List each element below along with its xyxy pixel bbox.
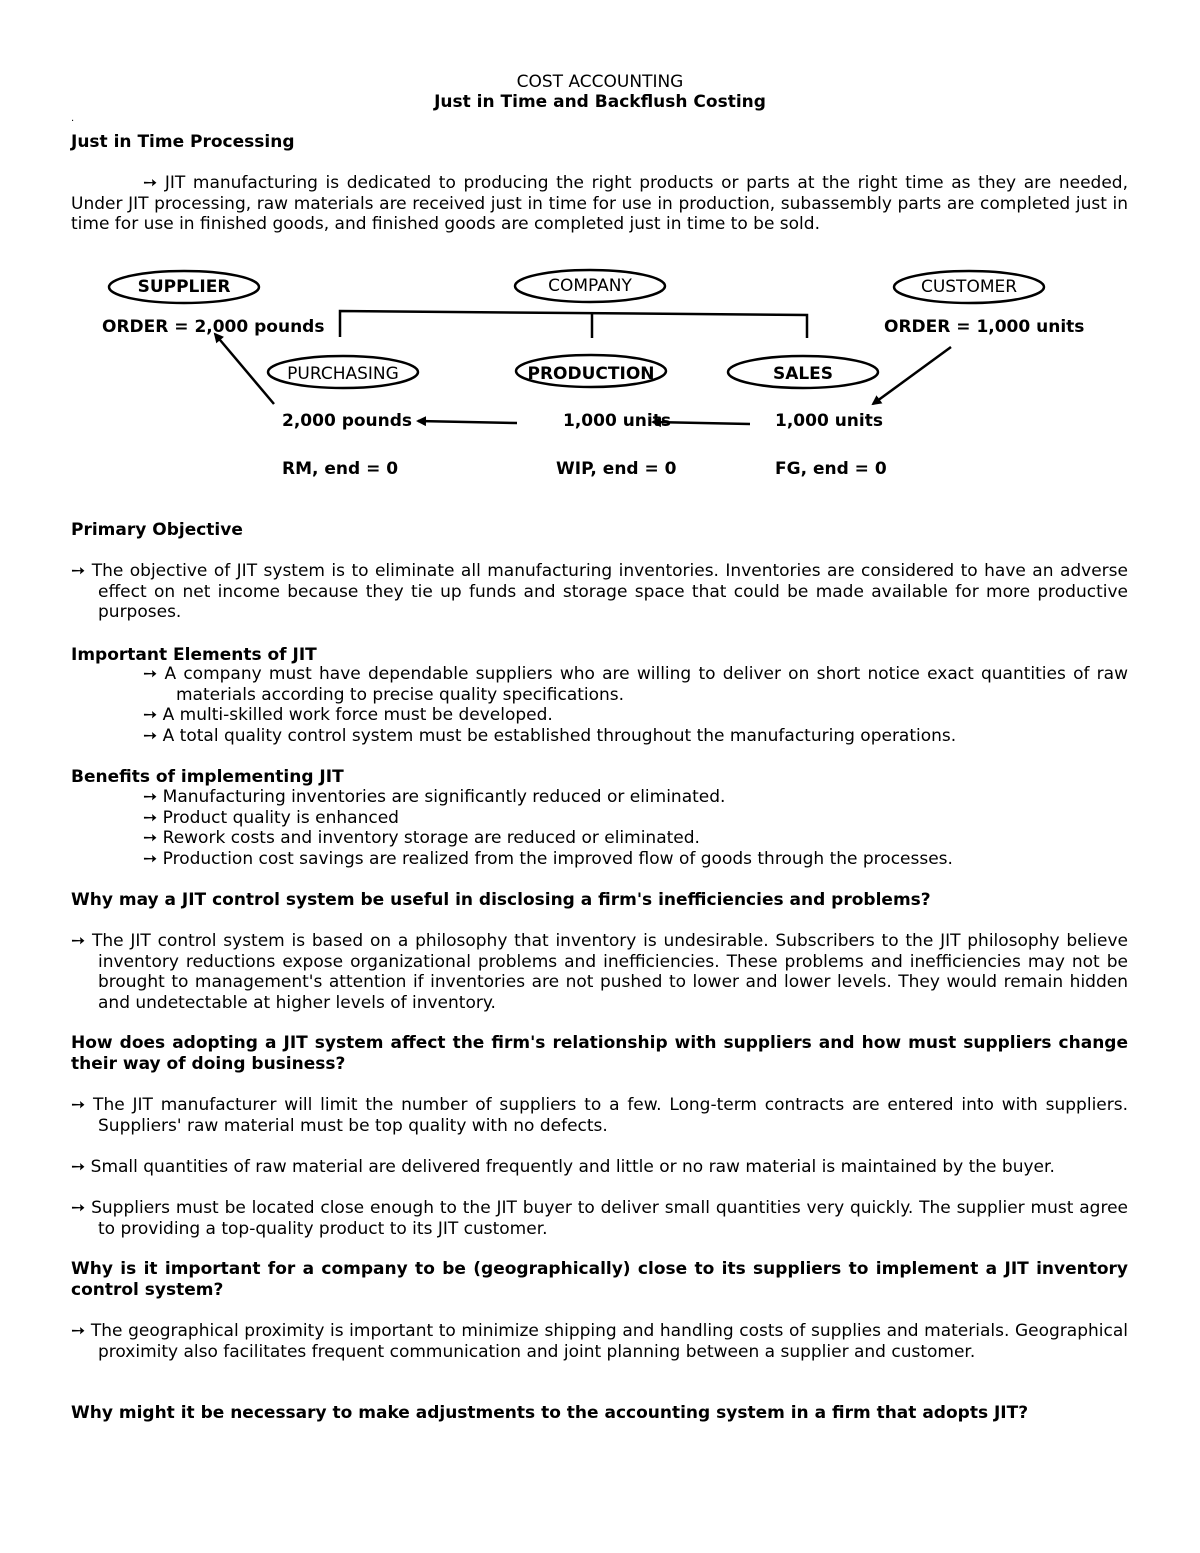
document-course-title: COST ACCOUNTING xyxy=(516,72,684,92)
purchasing-quantity: 2,000 pounds xyxy=(282,411,413,431)
question-accounting-adjustments: Why might it be necessary to make adjustments to the accounting system in a firm that adopts JIT? xyxy=(71,1403,1029,1423)
primary-objective-text: ➙ The objective of JIT system is to eliminate all manufacturing inventories. Inventories are considered to have an adverse effect on net income because they tie up funds and storage space that could be made available for more productive purposes. xyxy=(71,561,1128,622)
element-item: ➙ A multi-skilled work force must be developed. xyxy=(143,705,553,725)
answer-suppliers-2: ➙ Small quantities of raw material are delivered frequently and little or no raw material is maintained by the buyer. xyxy=(71,1157,1055,1177)
customer-order: ORDER = 1,000 units xyxy=(884,317,1085,337)
jit-flow-diagram xyxy=(0,0,1200,520)
jit-processing-heading: Just in Time Processing xyxy=(71,132,295,152)
customer-label: CUSTOMER xyxy=(920,277,1018,297)
production-quantity: 1,000 units xyxy=(563,411,671,431)
jit-processing-text: JIT manufacturing is dedicated to producing the right products or parts at the right time as they are needed, Under JIT processing, raw materials are received just in time for use in production, subassembly parts are completed just in time for use in finished goods, and finished goods are completed just in time to be sold. xyxy=(71,173,1128,234)
answer-suppliers-1: ➙ The JIT manufacturer will limit the number of suppliers to a few. Long-term contracts are entered into with suppliers. Suppliers' raw material must be top quality with no defects. xyxy=(71,1095,1128,1136)
company-label: COMPANY xyxy=(548,276,632,296)
question-geography: Why is it important for a company to be (geographically) close to its suppliers to implement a JIT inventory control system? xyxy=(71,1259,1128,1300)
arrow-purchasing-to-supplier xyxy=(215,334,274,404)
sales-quantity: 1,000 units xyxy=(775,411,883,431)
wip-end-balance: WIP, end = 0 xyxy=(556,459,677,479)
question-inefficiencies: Why may a JIT control system be useful in disclosing a firm's inefficiencies and problems? xyxy=(71,890,931,910)
elements-heading: Important Elements of JIT xyxy=(71,645,317,665)
arrow-bullet: ➙ xyxy=(143,173,158,193)
sales-label: SALES xyxy=(772,364,834,384)
benefit-item: ➙ Production cost savings are realized from the improved flow of goods through the processes. xyxy=(143,849,953,869)
supplier-label: SUPPLIER xyxy=(137,277,231,297)
benefit-item: ➙ Rework costs and inventory storage are reduced or eliminated. xyxy=(143,828,700,848)
fg-end-balance: FG, end = 0 xyxy=(775,459,887,479)
element-item: ➙ A company must have dependable suppliers who are willing to deliver on short notice exact quantities of raw materials according to precise quality specifications. xyxy=(143,664,1128,705)
rm-end-balance: RM, end = 0 xyxy=(282,459,399,479)
answer-suppliers-3: ➙ Suppliers must be located close enough to the JIT buyer to deliver small quantities very quickly. The supplier must agree to providing a top-quality product to its JIT customer. xyxy=(71,1198,1128,1239)
answer-inefficiencies: ➙ The JIT control system is based on a philosophy that inventory is undesirable. Subscribers to the JIT philosophy believe inventory reductions expose organizational problems and inefficiencies. These problems and inefficiencies may not be brought to management's attention if inventories are not pushed to lower and lower levels. They would remain hidden and undetectable at higher levels of inventory. xyxy=(71,931,1128,1013)
document-topic-title: Just in Time and Backflush Costing xyxy=(434,92,766,112)
production-label: PRODUCTION xyxy=(527,364,655,384)
benefit-item: ➙ Manufacturing inventories are significantly reduced or eliminated. xyxy=(143,787,726,807)
answer-geography: ➙ The geographical proximity is important to minimize shipping and handling costs of supplies and materials. Geographical proximity also facilitates frequent communication and joint planning between a supplier and customer. xyxy=(71,1321,1128,1362)
org-connector-line xyxy=(340,311,807,338)
benefit-item: ➙ Product quality is enhanced xyxy=(143,808,399,828)
stray-mark: . xyxy=(71,113,75,124)
question-suppliers: How does adopting a JIT system affect the firm's relationship with suppliers and how must suppliers change their way of doing business? xyxy=(71,1033,1128,1074)
supplier-order: ORDER = 2,000 pounds xyxy=(102,317,325,337)
purchasing-label: PURCHASING xyxy=(287,364,399,384)
element-item: ➙ A total quality control system must be established throughout the manufacturing operations. xyxy=(143,726,957,746)
arrow-production-to-purchasing xyxy=(418,421,517,423)
primary-objective-heading: Primary Objective xyxy=(71,520,243,540)
benefits-heading: Benefits of implementing JIT xyxy=(71,767,344,787)
arrow-customer-to-sales xyxy=(873,347,951,404)
